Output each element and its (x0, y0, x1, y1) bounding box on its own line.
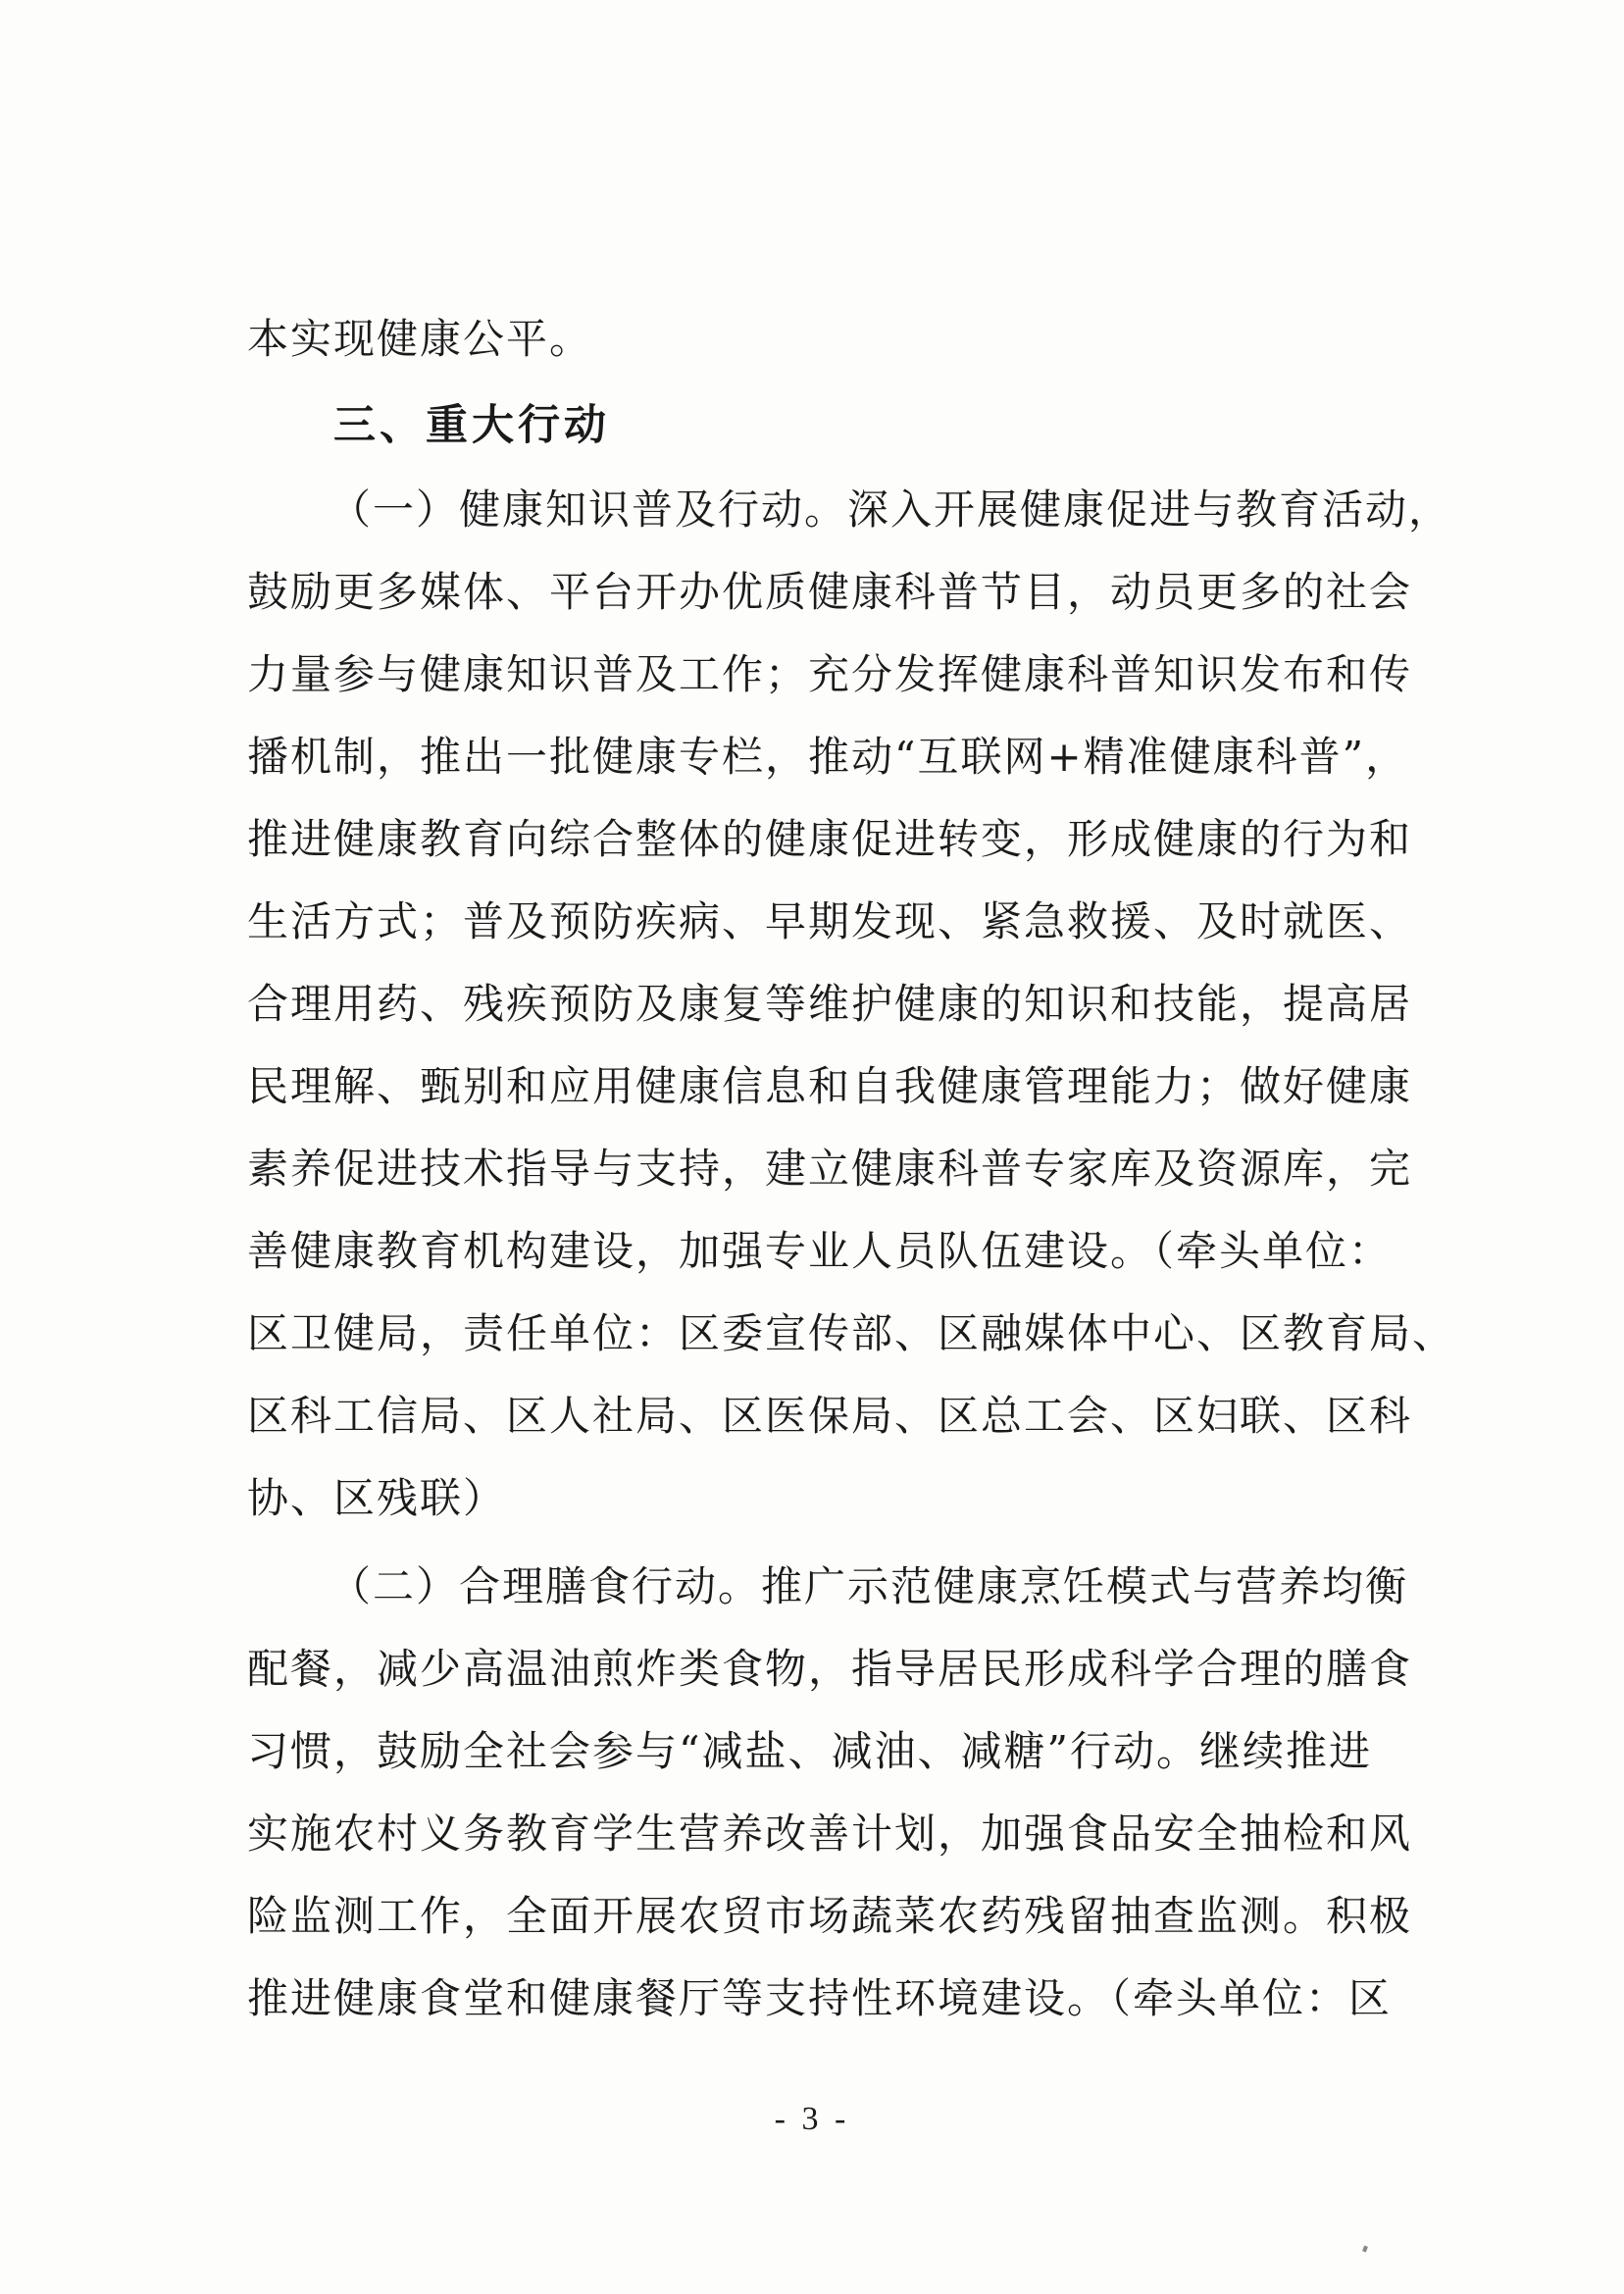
paragraph-line: （二）合理膳食行动。推广示范健康烹饪模式与营养均衡 (330, 1562, 1409, 1610)
paragraph-line: 素养促进技术指导与支持，建立健康科普专家库及资源库，完 (247, 1145, 1413, 1193)
paragraph-line: 力量参与健康知识普及工作；充分发挥健康科普知识发布和传 (247, 650, 1413, 698)
paragraph-line: 鼓励更多媒体、平台开办优质健康科普节目，动员更多的社会 (247, 568, 1413, 616)
paragraph-line: 险监测工作，全面开展农贸市场蔬菜农药残留抽查监测。积极 (247, 1892, 1413, 1940)
paragraph-line: 本实现健康公平。 (247, 315, 593, 363)
paragraph-line: 推进健康食堂和健康餐厅等支持性环境建设。（牵头单位：区 (247, 1974, 1393, 2022)
paragraph-line: （一）健康知识普及行动。深入开展健康促进与教育活动， (330, 485, 1452, 534)
paragraph-line: 善健康教育机构建设，加强专业人员队伍建设。（牵头单位： (247, 1227, 1393, 1275)
paragraph-line: 配餐，减少高温油煎炸类食物，指导居民形成科学合理的膳食 (247, 1645, 1413, 1693)
paragraph-line: 区卫健局，责任单位：区委宣传部、区融媒体中心、区教育局、 (247, 1309, 1456, 1357)
paragraph-line: 生活方式；普及预防疾病、早期发现、紧急救援、及时就医、 (247, 897, 1413, 945)
paragraph-line: 习惯，鼓励全社会参与“减盐、减油、减糖”行动。继续推进 (247, 1727, 1372, 1775)
paragraph-line: 区科工信局、区人社局、区医保局、区总工会、区妇联、区科 (247, 1392, 1413, 1440)
scan-speck (1362, 2245, 1368, 2252)
section-heading: 三、重大行动 (333, 401, 610, 450)
page-number: - 3 - (774, 2101, 850, 2137)
paragraph-line: 播机制，推出一批健康专栏，推动“互联网+精准健康科普”， (247, 733, 1409, 781)
paragraph-line: 协、区残联） (247, 1474, 507, 1522)
paragraph-line: 实施农村义务教育学生营养改善计划，加强食品安全抽检和风 (247, 1810, 1413, 1858)
paragraph-line: 民理解、甄别和应用健康信息和自我健康管理能力；做好健康 (247, 1062, 1413, 1110)
paragraph-line: 推进健康教育向综合整体的健康促进转变，形成健康的行为和 (247, 815, 1413, 863)
paragraph-line: 合理用药、残疾预防及康复等维护健康的知识和技能，提高居 (247, 980, 1413, 1028)
